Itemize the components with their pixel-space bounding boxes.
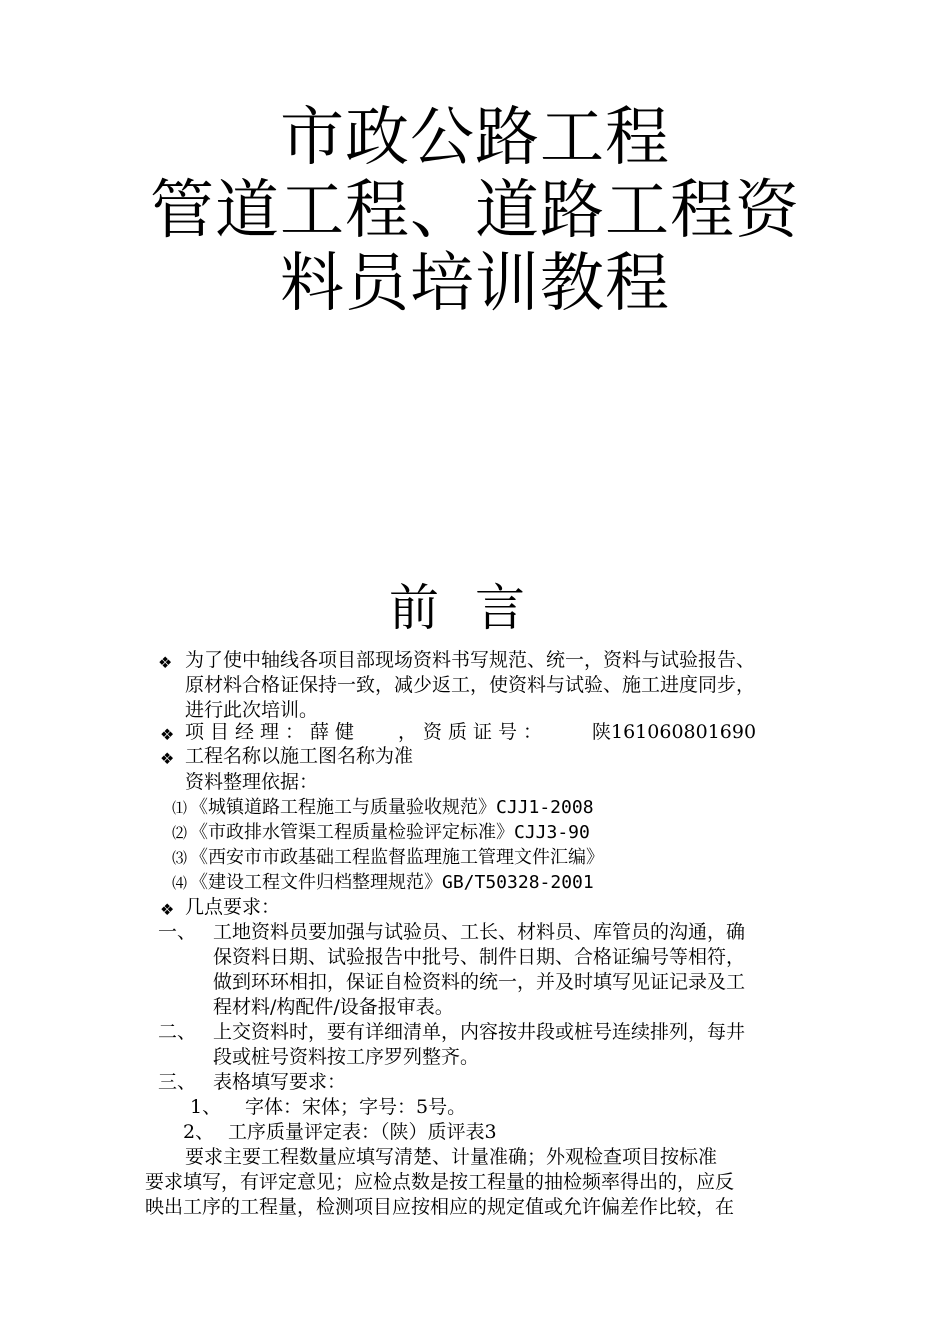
requirement-3-line-1: 表格填写要求： — [213, 1071, 347, 1093]
sub-item-2: 工序质量评定表：（陕）质评表3 — [228, 1121, 497, 1143]
basis-item-number: ⑷ — [172, 874, 188, 892]
basis-item-4: 《建设工程文件归档整理规范》GB/T50328-2001 — [190, 872, 594, 893]
requirement-1-line-4: 程材料/构配件/设备报审表。 — [213, 996, 454, 1018]
basis-item-1: 《城镇道路工程施工与质量验收规范》CJJ1-2008 — [190, 797, 594, 818]
sub-item-1: 字体：宋体；字号：5号。 — [245, 1096, 467, 1118]
requirement-number: 三、 — [158, 1071, 197, 1093]
requirement-number: 一、 — [158, 921, 197, 943]
requirement-2-line-2: 段或桩号资料按工序罗列整齐。 — [213, 1046, 480, 1068]
requirement-1-line-1: 工地资料员要加强与试验员、工长、材料员、库管员的沟通，确 — [213, 921, 746, 943]
requirement-1-line-3: 做到环环相扣，保证自检资料的统一，并及时填写见证记录及工 — [213, 971, 746, 993]
basis-heading: 资料整理依据： — [185, 771, 319, 793]
intro-line-3: 进行此次培训。 — [185, 699, 319, 721]
bullet-icon: ❖ — [160, 725, 175, 744]
cert-label: ，资质证号： — [398, 721, 549, 743]
intro-line-2: 原材料合格证保持一致，减少返工，使资料与试验、施工进度同步， — [185, 674, 756, 696]
bullet-icon: ❖ — [160, 749, 175, 768]
cert-number: 陕161060801690 — [592, 721, 757, 743]
sub-item-number: 1、 — [190, 1096, 222, 1118]
basis-item-3: 《西安市市政基础工程监督监理施工管理文件汇编》 — [190, 847, 604, 868]
preface-heading: 前言 — [389, 579, 561, 637]
requirement-2-line-1: 上交资料时，要有详细清单，内容按井段或桩号连续排列，每井 — [213, 1021, 746, 1043]
bullet-icon: ❖ — [160, 900, 175, 919]
manager-label: 项目经理：薛健 — [185, 721, 361, 743]
paragraph-line-3: 映出工序的工程量，检测项目应按相应的规定值或允许偏差作比较，在 — [145, 1196, 735, 1218]
bullet-icon: ❖ — [158, 653, 173, 672]
basis-item-2: 《市政排水管渠工程质量检验评定标准》CJJ3-90 — [190, 822, 590, 843]
sub-item-number: 2、 — [183, 1121, 215, 1143]
title-line-3: 料员培训教程 — [280, 247, 670, 321]
title-line-2: 管道工程、道路工程资 — [150, 174, 800, 248]
basis-item-number: ⑶ — [172, 849, 188, 867]
intro-line-1: 为了使中轴线各项目部现场资料书写规范、统一，资料与试验报告、 — [185, 649, 756, 671]
project-name-rule: 工程名称以施工图名称为准 — [185, 745, 414, 767]
basis-item-number: ⑵ — [172, 824, 188, 842]
requirement-1-line-2: 保资料日期、试验报告中批号、制件日期、合格证编号等相符， — [213, 946, 746, 968]
title-line-1: 市政公路工程 — [280, 101, 670, 175]
requirement-number: 二、 — [158, 1021, 197, 1043]
paragraph-line-1: 要求主要工程数量应填写清楚、计量准确；外观检查项目按标准 — [185, 1146, 718, 1168]
basis-item-number: ⑴ — [172, 799, 188, 817]
paragraph-line-2: 要求填写，有评定意见；应检点数是按工程量的抽检频率得出的，应反 — [145, 1171, 735, 1193]
requirements-heading: 几点要求： — [185, 896, 281, 918]
